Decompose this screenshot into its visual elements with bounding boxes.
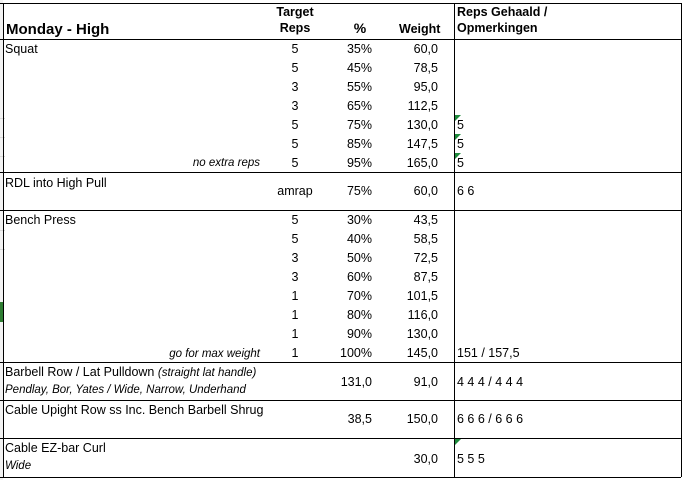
- weight-header: Weight: [399, 22, 441, 36]
- percent-cell: 30%: [346, 213, 372, 227]
- exercise-subtitle: Wide: [5, 460, 32, 472]
- bench-bottom-border: [0, 362, 681, 363]
- target-reps-cell: 5: [291, 213, 299, 227]
- rdl-bottom-border: [0, 210, 681, 211]
- notes-header-line1: Reps Gehaald /: [457, 5, 548, 19]
- exercise-name-barbell-row: [5, 365, 256, 381]
- weight-cell: 95,0: [413, 80, 438, 94]
- percent-cell: 45%: [346, 61, 372, 75]
- weight-cell: 72,5: [413, 251, 438, 265]
- target-reps-cell: 3: [291, 270, 299, 284]
- target-reps-cell: amrap: [277, 184, 313, 198]
- weight-cell: 43,5: [413, 213, 438, 227]
- notes-column-border: [454, 3, 455, 477]
- percent-cell: 75%: [346, 184, 372, 198]
- weight-cell: 147,5: [406, 137, 438, 151]
- target-reps-cell: 5: [291, 156, 299, 170]
- squat-note: no extra reps: [192, 157, 260, 169]
- exercise-name-curl: Cable EZ-bar Curl: [5, 441, 106, 455]
- row-bottom-border: [0, 400, 681, 401]
- weight-cell: 30,0: [413, 452, 438, 466]
- percent-cell: 100%: [340, 346, 372, 360]
- target-reps-header-line2: Reps: [279, 21, 311, 35]
- weight-cell: 130,0: [406, 118, 438, 132]
- reps-done-cell: 151 / 157,5: [457, 346, 520, 360]
- bench-note: go for max weight: [169, 348, 260, 360]
- percent-cell: 90%: [346, 327, 372, 341]
- border-bottom: [0, 477, 681, 478]
- target-reps-cell: 5: [291, 42, 299, 56]
- exercise-name-rdl: RDL into High Pull: [5, 176, 107, 190]
- reps-done-cell: 6 6 6 / 6 6 6: [457, 412, 524, 426]
- weight-cell: 58,5: [413, 232, 438, 246]
- exercise-name-squat: Squat: [5, 42, 38, 56]
- percent-cell: 80%: [346, 308, 372, 322]
- upright-bottom-border: [0, 438, 681, 439]
- target-reps-cell: 5: [291, 61, 299, 75]
- target-reps-cell: 5: [291, 232, 299, 246]
- header-bottom-border: [0, 39, 681, 40]
- weight-cell: 87,5: [413, 270, 438, 284]
- percent-cell: 85%: [346, 137, 372, 151]
- percent-cell: 75%: [346, 118, 372, 132]
- target-reps-header-line1: Target: [276, 5, 314, 19]
- reps-done-cell: 5: [457, 118, 464, 132]
- exercise-name-text: Barbell Row / Lat Pulldown: [5, 365, 155, 379]
- target-reps-cell: 1: [291, 289, 299, 303]
- percent-cell: 65%: [346, 99, 372, 113]
- reps-done-cell: 5: [457, 156, 464, 170]
- reps-done-cell: 6 6: [457, 184, 475, 198]
- weight-cell: 78,5: [413, 61, 438, 75]
- weight-cell: 145,0: [406, 346, 438, 360]
- border-right: [681, 3, 682, 477]
- weight-cell: 112,5: [407, 99, 438, 113]
- target-reps-cell: 3: [291, 80, 299, 94]
- squat-bottom-border: [0, 172, 681, 173]
- weight-cell: 150,0: [406, 412, 438, 426]
- percent-header: %: [353, 20, 367, 36]
- target-reps-cell: 3: [291, 251, 299, 265]
- weight-cell: 130,0: [406, 327, 438, 341]
- weight-cell: 60,0: [413, 42, 438, 56]
- exercise-name-bench: Bench Press: [5, 213, 76, 227]
- exercise-subtitle: Pendlay, Bor, Yates / Wide, Narrow, Underhand: [5, 384, 246, 396]
- reps-done-cell: 5: [457, 137, 464, 151]
- reps-done-cell: 4 4 4 / 4 4 4: [457, 375, 524, 389]
- weight-cell: 116,0: [407, 308, 438, 322]
- weight-cell: 91,0: [413, 375, 438, 389]
- target-reps-cell: 1: [291, 327, 299, 341]
- sheet-title: Monday - High: [6, 21, 110, 38]
- percent-cell: 70%: [346, 289, 372, 303]
- weight-cell: 101,5: [406, 289, 438, 303]
- exercise-name-note: (straight lat handle): [157, 367, 257, 379]
- border-top: [0, 3, 681, 4]
- percent-cell: 35%: [346, 42, 372, 56]
- target-reps-cell: 5: [291, 118, 299, 132]
- comment-marker-icon: [455, 439, 461, 445]
- percent-cell: 40%: [346, 232, 372, 246]
- percent-cell: 95%: [346, 156, 372, 170]
- percent-cell: 38,5: [347, 412, 372, 426]
- notes-header-line2: Opmerkingen: [457, 21, 538, 35]
- percent-cell: 60%: [346, 270, 372, 284]
- weight-cell: 165,0: [406, 156, 438, 170]
- weight-cell: 60,0: [413, 184, 438, 198]
- reps-done-cell: 5 5 5: [457, 452, 485, 466]
- percent-cell: 55%: [346, 80, 372, 94]
- exercise-name-upright-row: Cable Upight Row ss Inc. Bench Barbell Shrug: [5, 403, 264, 417]
- border-left: [3, 3, 4, 477]
- target-reps-cell: 3: [291, 99, 299, 113]
- target-reps-cell: 5: [291, 137, 299, 151]
- target-reps-cell: 1: [291, 308, 299, 322]
- percent-cell: 50%: [346, 251, 372, 265]
- percent-cell: 131,0: [340, 375, 372, 389]
- target-reps-cell: 1: [291, 346, 299, 360]
